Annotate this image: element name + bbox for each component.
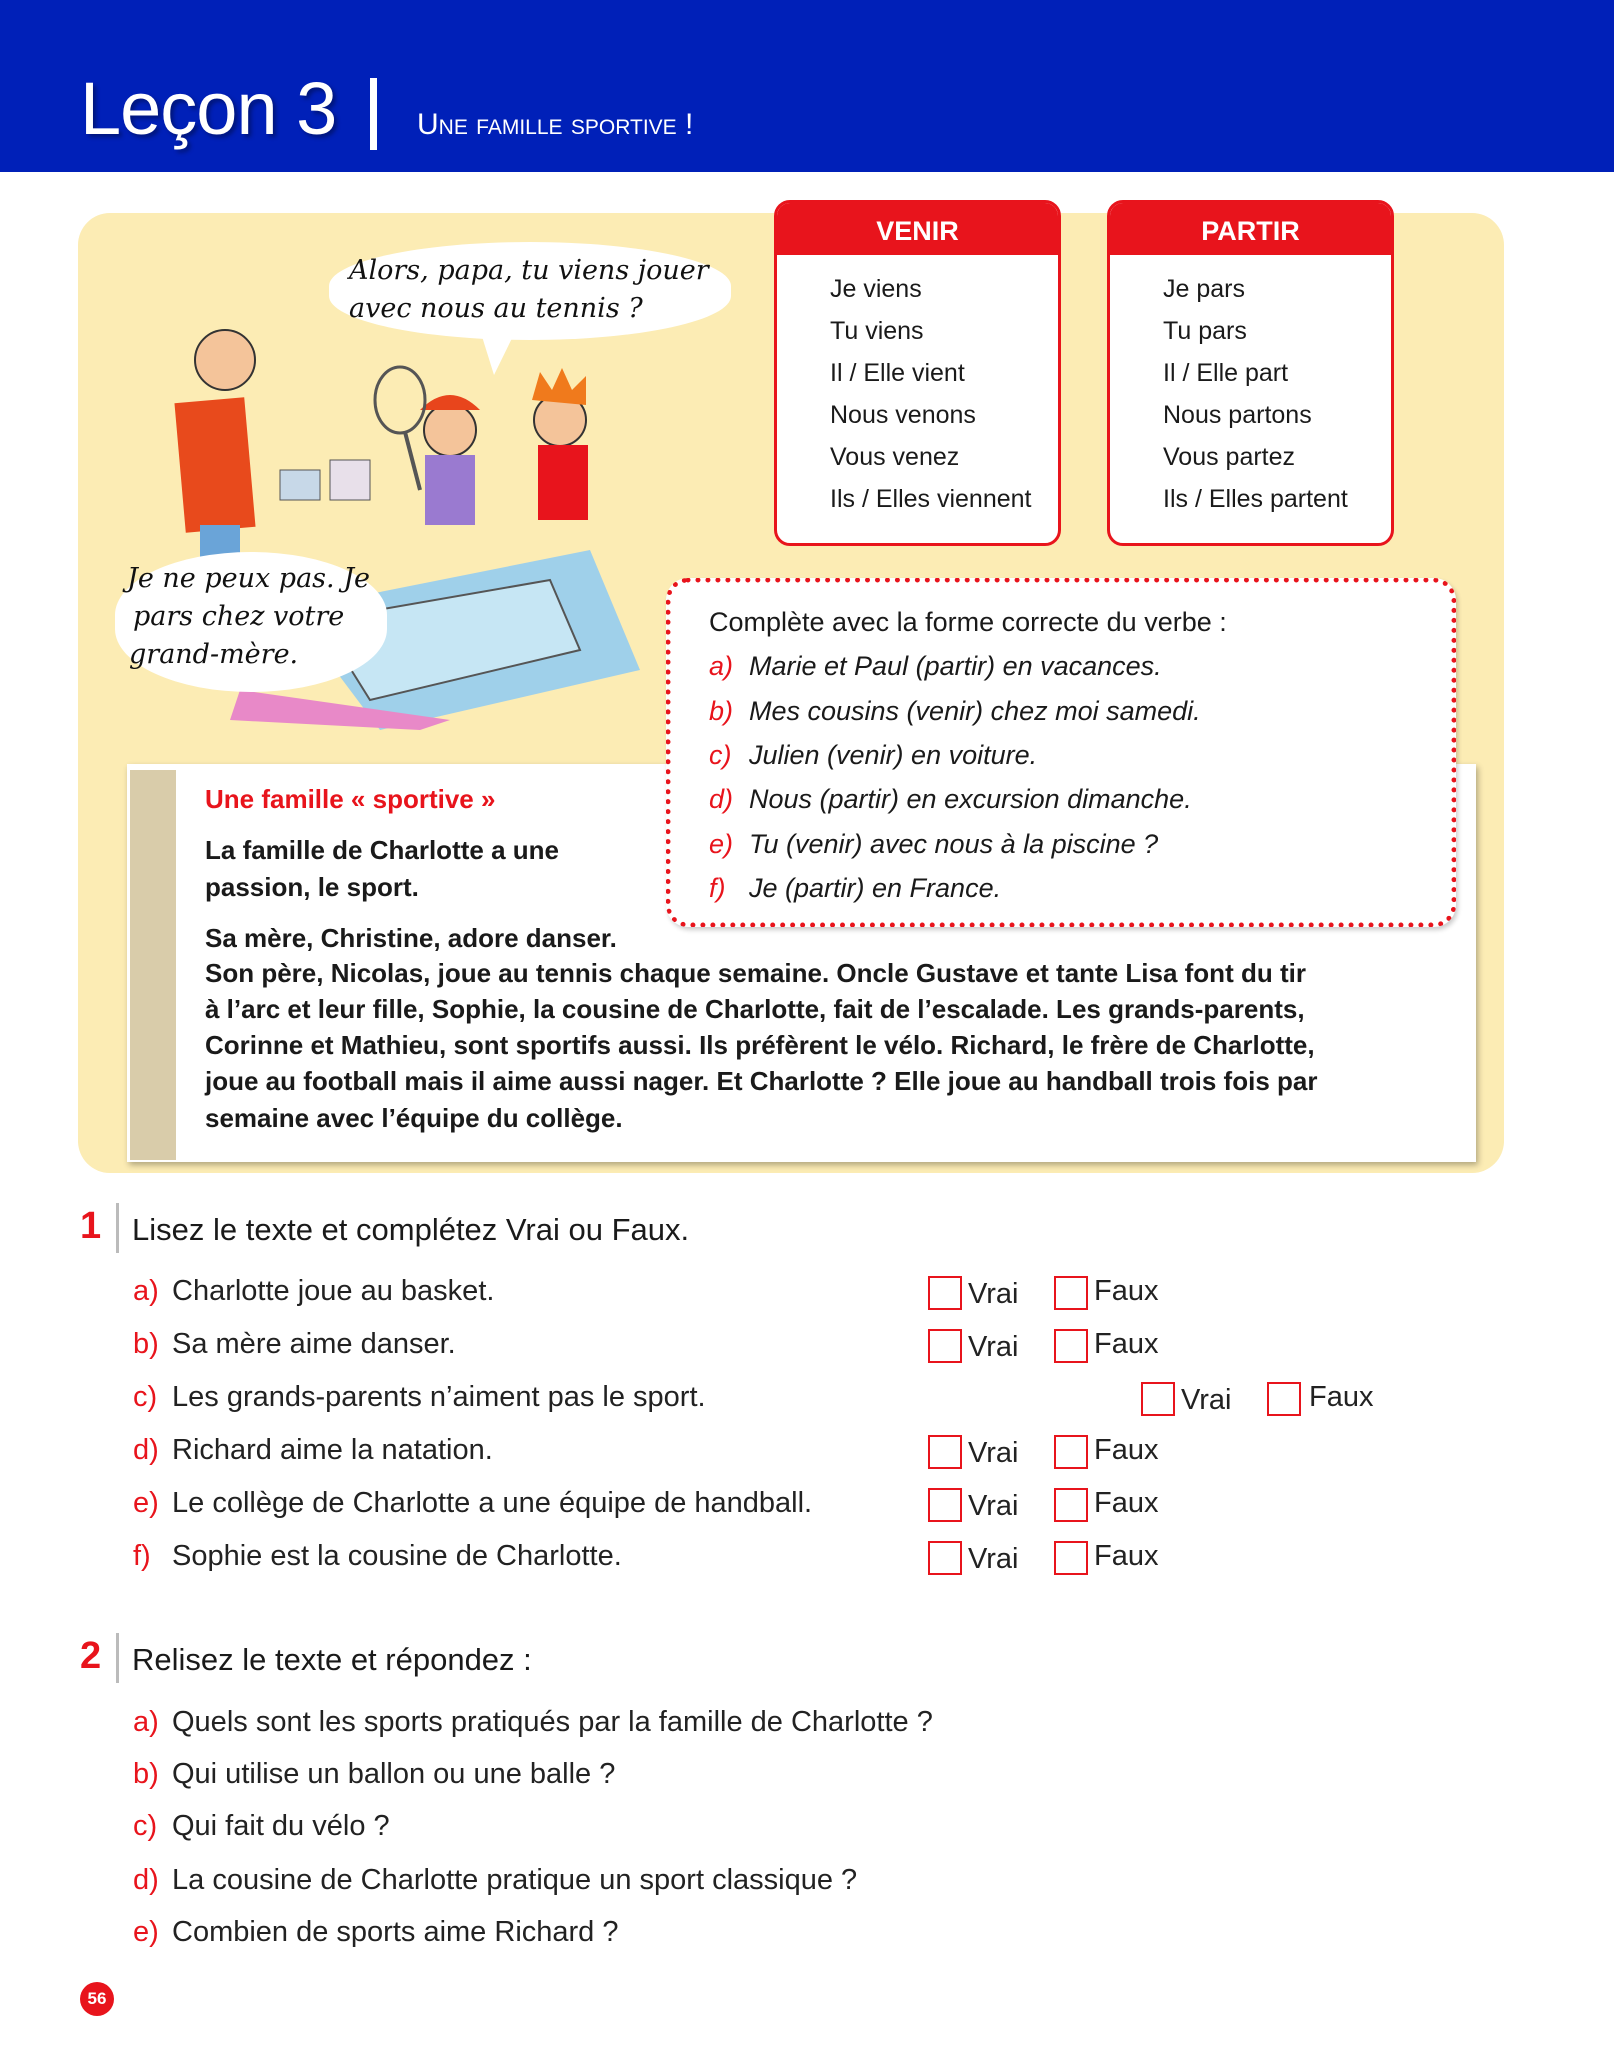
exercise-2-title: Relisez le texte et répondez : bbox=[132, 1642, 532, 1677]
exercise-2-number: 2 bbox=[80, 1635, 102, 1677]
vrai-label: Vrai bbox=[968, 1331, 1019, 1363]
vrai-label: Vrai bbox=[1181, 1384, 1232, 1416]
conjugation-form: Vous partez bbox=[1163, 443, 1296, 471]
number-divider bbox=[116, 1203, 119, 1253]
conjugation-form: Ils / Elles viennent bbox=[830, 485, 1032, 513]
faux-checkbox-e[interactable] bbox=[1054, 1488, 1088, 1522]
number-divider bbox=[116, 1633, 119, 1683]
vrai-checkbox-c[interactable] bbox=[1141, 1382, 1175, 1416]
faux-checkbox-d[interactable] bbox=[1054, 1435, 1088, 1469]
venir-conjugation-table bbox=[774, 200, 1061, 546]
question-item: b) Qui utilise un ballon ou une balle ? bbox=[133, 1758, 616, 1790]
conjugation-form: Je pars bbox=[1163, 275, 1245, 303]
bubble-line: Je ne peux pas. Je bbox=[127, 563, 370, 594]
exercise-item: b) Mes cousins (venir) chez moi samedi. bbox=[709, 696, 1201, 726]
exercise-item: d) Nous (partir) en excursion dimanche. bbox=[709, 784, 1192, 814]
exercise-1-number: 1 bbox=[80, 1205, 102, 1247]
faux-label: Faux bbox=[1309, 1381, 1374, 1413]
exercise-instruction: Complète avec la forme correcte du verbe : bbox=[709, 607, 1227, 637]
lesson-title: Leçon 3 bbox=[80, 67, 337, 150]
venir-title: VENIR bbox=[777, 203, 1058, 255]
faux-checkbox-c[interactable] bbox=[1267, 1382, 1301, 1416]
reading-line: Corinne et Mathieu, sont sportifs aussi. Ils préfèrent le vélo. Richard, le frère de Charlotte, bbox=[205, 1030, 1315, 1060]
conjugation-form: Nous partons bbox=[1163, 401, 1312, 429]
lesson-subtitle: Une famille sportive ! bbox=[417, 108, 694, 141]
faux-label: Faux bbox=[1094, 1434, 1159, 1466]
vrai-checkbox-e[interactable] bbox=[928, 1488, 962, 1522]
vrai-checkbox-a[interactable] bbox=[928, 1276, 962, 1310]
vrai-label: Vrai bbox=[968, 1490, 1019, 1522]
faux-label: Faux bbox=[1094, 1275, 1159, 1307]
reading-line: à l’arc et leur fille, Sophie, la cousine de Charlotte, fait de l’escalade. Les grands-parents, bbox=[205, 994, 1305, 1024]
question-item: a) Quels sont les sports pratiqués par la famille de Charlotte ? bbox=[133, 1706, 933, 1738]
partir-conjugation-table bbox=[1107, 200, 1394, 546]
vrai-label: Vrai bbox=[968, 1278, 1019, 1310]
bubble-line: Alors, papa, tu viens jouer bbox=[349, 255, 709, 286]
true-false-item: e) Le collège de Charlotte a une équipe de handball. bbox=[133, 1487, 813, 1519]
conjugation-form: Je viens bbox=[830, 275, 922, 303]
true-false-item: d) Richard aime la natation. bbox=[133, 1434, 493, 1466]
true-false-item: c) Les grands-parents n’aiment pas le sport. bbox=[133, 1381, 706, 1413]
vrai-label: Vrai bbox=[968, 1543, 1019, 1575]
conjugation-form: Nous venons bbox=[830, 401, 976, 429]
speech-bubble-top bbox=[329, 242, 731, 340]
title-divider bbox=[370, 78, 377, 150]
true-false-item: f) Sophie est la cousine de Charlotte. bbox=[133, 1540, 622, 1572]
reading-title: Une famille « sportive » bbox=[205, 784, 496, 814]
true-false-item: b) Sa mère aime danser. bbox=[133, 1328, 456, 1360]
exercise-item: a) Marie et Paul (partir) en vacances. bbox=[709, 651, 1162, 681]
card-strip bbox=[130, 770, 176, 1160]
faux-checkbox-b[interactable] bbox=[1054, 1329, 1088, 1363]
bubble-tail bbox=[480, 330, 516, 375]
conjugation-form: Vous venez bbox=[830, 443, 960, 471]
conjugation-form: Tu pars bbox=[1163, 317, 1247, 345]
conjugation-form: Ils / Elles partent bbox=[1163, 485, 1348, 513]
faux-checkbox-f[interactable] bbox=[1054, 1541, 1088, 1575]
vrai-checkbox-d[interactable] bbox=[928, 1435, 962, 1469]
speech-bubble-bottom bbox=[115, 552, 387, 692]
exercise-item: c) Julien (venir) en voiture. bbox=[709, 740, 1038, 770]
faux-label: Faux bbox=[1094, 1328, 1159, 1360]
vrai-checkbox-b[interactable] bbox=[928, 1329, 962, 1363]
faux-checkbox-a[interactable] bbox=[1054, 1276, 1088, 1310]
faux-label: Faux bbox=[1094, 1487, 1159, 1519]
lesson-header bbox=[0, 0, 1614, 172]
faux-label: Faux bbox=[1094, 1540, 1159, 1572]
reading-line: passion, le sport. bbox=[205, 872, 419, 902]
question-item: d) La cousine de Charlotte pratique un sport classique ? bbox=[133, 1864, 858, 1896]
bubble-line: pars chez votre bbox=[133, 601, 345, 632]
reading-line: joue au football mais il aime aussi nager. Et Charlotte ? Elle joue au handball trois fois par bbox=[205, 1066, 1318, 1096]
reading-line: La famille de Charlotte a une bbox=[205, 835, 559, 865]
vrai-checkbox-f[interactable] bbox=[928, 1541, 962, 1575]
vrai-label: Vrai bbox=[968, 1437, 1019, 1469]
partir-title: PARTIR bbox=[1110, 203, 1391, 255]
exercise-1-title: Lisez le texte et complétez Vrai ou Faux. bbox=[132, 1212, 690, 1247]
page-number: 56 bbox=[80, 1982, 114, 2016]
conjugation-form: Il / Elle vient bbox=[830, 359, 965, 387]
true-false-item: a) Charlotte joue au basket. bbox=[133, 1275, 495, 1307]
reading-line: semaine avec l’équipe du collège. bbox=[205, 1103, 623, 1133]
exercise-item: f) Je (partir) en France. bbox=[709, 873, 1002, 903]
conjugation-form: Tu viens bbox=[830, 317, 924, 345]
conjugation-form: Il / Elle part bbox=[1163, 359, 1289, 387]
reading-line: Son père, Nicolas, joue au tennis chaque semaine. Oncle Gustave et tante Lisa font du tir bbox=[205, 958, 1306, 988]
verb-exercise-box bbox=[666, 578, 1456, 927]
bubble-line: grand-mère. bbox=[129, 639, 299, 670]
reading-line: Sa mère, Christine, adore danser. bbox=[205, 923, 617, 953]
bubble-line: avec nous au tennis ? bbox=[349, 293, 643, 324]
exercise-item: e) Tu (venir) avec nous à la piscine ? bbox=[709, 829, 1159, 859]
question-item: e) Combien de sports aime Richard ? bbox=[133, 1916, 619, 1948]
question-item: c) Qui fait du vélo ? bbox=[133, 1810, 390, 1842]
